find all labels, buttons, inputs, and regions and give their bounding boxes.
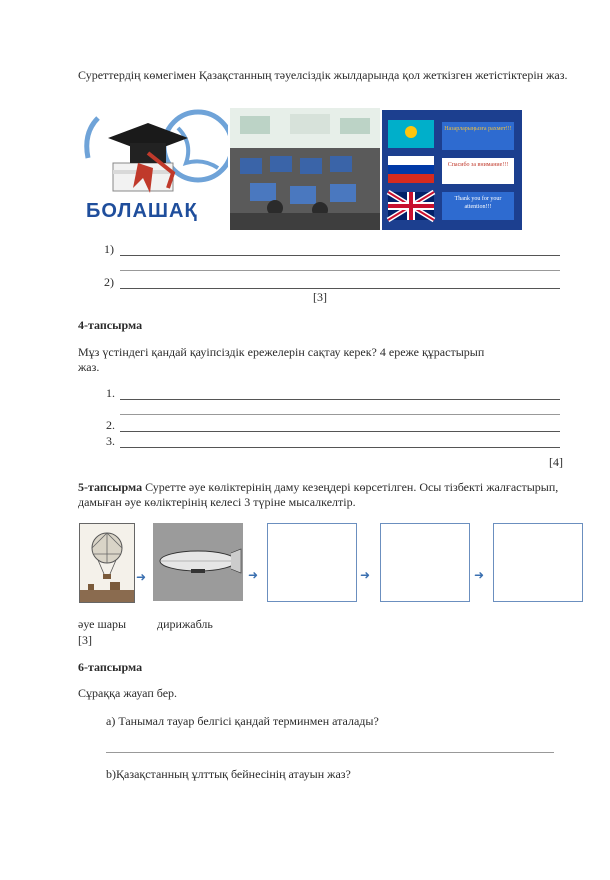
task5-heading: 5-тапсырма: [78, 480, 143, 494]
task3-prompt: Суреттердің көмегімен Қазақстанның тәуелсіздік жылдарында қол жеткізген жетістіктерін жаз.: [78, 68, 568, 82]
task6-heading: 6-тапсырма: [78, 660, 143, 674]
flag-label-russian: Спасибо за внимание!!!: [442, 158, 514, 184]
answer-line[interactable]: [120, 399, 560, 400]
answer-line[interactable]: [120, 431, 560, 432]
answer-number-1: 1.: [106, 386, 115, 400]
airship-image: [153, 523, 243, 601]
answer-number-1: 1): [104, 242, 114, 256]
answer-box-2[interactable]: [380, 523, 470, 602]
computer-classroom-image: [230, 108, 380, 230]
answer-number-2: 2.: [106, 418, 115, 432]
task5-prompt-block: [78, 480, 578, 510]
flag-label-english: Thank you for your attention!!!: [442, 192, 514, 220]
arrow-right-icon: ➜: [136, 570, 147, 584]
arrow-right-icon: ➜: [360, 568, 371, 582]
answer-line[interactable]: [120, 288, 560, 289]
task6-question-b: b)Қазақстанның ұлттық бейнесінің атауын жаз?: [106, 767, 351, 781]
answer-line[interactable]: [120, 255, 560, 256]
caption-airship: дирижабль: [157, 617, 213, 631]
flag-label-kazakh: Назарларыңызға рахмет!!!: [442, 122, 514, 150]
answer-number-2: 2): [104, 275, 114, 289]
task5-score: [3]: [78, 633, 92, 647]
task4-heading: 4-тапсырма: [78, 318, 143, 332]
answer-line[interactable]: [120, 414, 560, 415]
task6-question-a: а) Танымал тауар белгісі қандай терминмен аталады?: [106, 714, 379, 728]
task5-prompt: Суретте әуе көліктерінің даму кезеңдері көрсетілген. Осы тізбекті жалғастырып, дамыған әуе көліктерінің келесі 3 түріне мысалкелтір.: [78, 480, 559, 509]
arrow-right-icon: ➜: [474, 568, 485, 582]
task3-score: [3]: [313, 290, 327, 304]
answer-line[interactable]: [120, 270, 560, 271]
task4-score: [4]: [549, 455, 563, 469]
answer-line[interactable]: [120, 447, 560, 448]
bolashak-logo-image: [78, 108, 228, 230]
task6-prompt: Сұраққа жауап бер.: [78, 686, 178, 700]
answer-line[interactable]: [106, 752, 554, 753]
flags-thank-you-image: [382, 110, 522, 230]
answer-box-1[interactable]: [267, 523, 357, 602]
task4-prompt: Мұз үстіндегі қандай қауіпсіздік ережелерін сақтау керек? 4 ереже құрастырып жаз.: [78, 345, 485, 374]
answer-box-3[interactable]: [493, 523, 583, 602]
hot-air-balloon-image: [79, 523, 135, 603]
bolashak-logo-text: БОЛАШАҚ: [86, 200, 198, 222]
answer-number-3: 3.: [106, 434, 115, 448]
arrow-right-icon: ➜: [248, 568, 259, 582]
caption-hot-air-balloon: әуе шары: [78, 617, 127, 631]
